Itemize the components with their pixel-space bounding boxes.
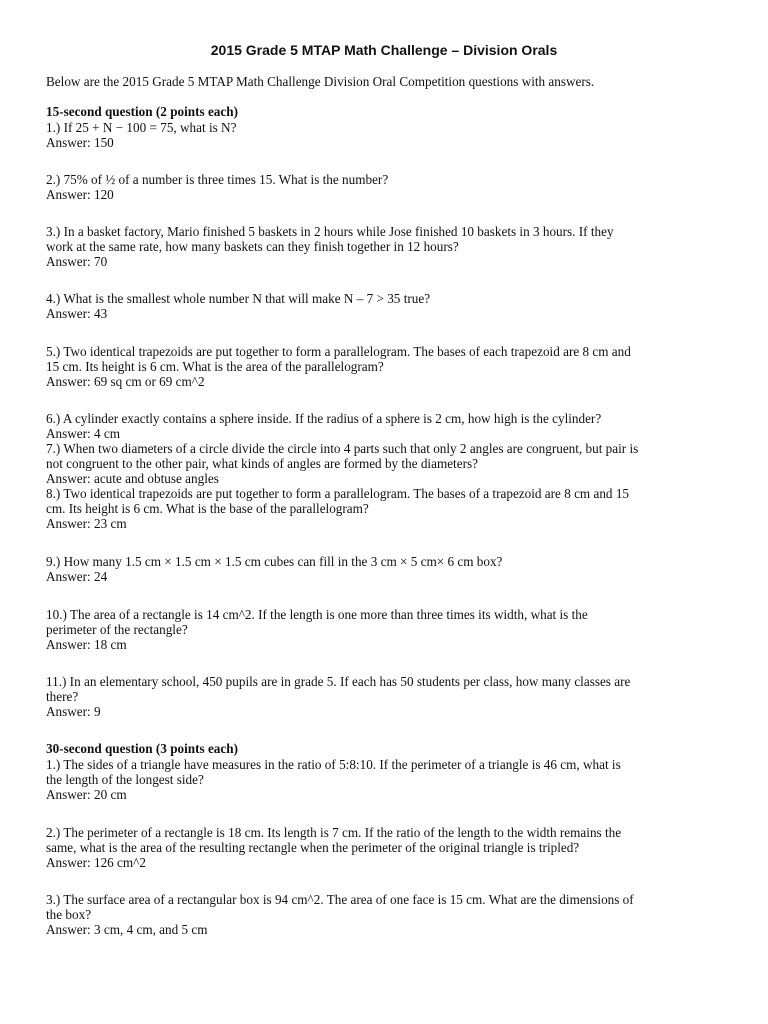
answer-text: Answer: 120 bbox=[46, 187, 114, 202]
question-text: 1.) The sides of a triangle have measures in the ratio of 5:8:10. If the perimeter of a triangle is 46 cm, what is bbox=[46, 757, 621, 772]
question-text: perimeter of the rectangle? bbox=[46, 622, 188, 637]
question-text: 2.) 75% of ½ of a number is three times 15. What is the number? bbox=[46, 172, 389, 187]
answer-text: Answer: 43 bbox=[46, 306, 108, 321]
question-text: 6.) A cylinder exactly contains a sphere inside. If the radius of a sphere is 2 cm, how high is the cylinder? bbox=[46, 411, 602, 426]
question-text: 3.) In a basket factory, Mario finished 5 baskets in 2 hours while Jose finished 10 baskets in 3 hours. If they bbox=[46, 224, 614, 239]
answer-text: Answer: 20 cm bbox=[46, 787, 127, 802]
answer-text: Answer: 24 bbox=[46, 569, 108, 584]
answer-text: Answer: 9 bbox=[46, 704, 101, 719]
section-heading-30-second: 30-second question (3 points each) bbox=[46, 741, 238, 756]
intro-text: Below are the 2015 Grade 5 MTAP Math Challenge Division Oral Competition questions with answers. bbox=[46, 74, 595, 89]
question-text: the box? bbox=[46, 907, 92, 922]
document-title: 2015 Grade 5 MTAP Math Challenge – Division Orals bbox=[210, 42, 558, 58]
section-heading-15-second: 15-second question (2 points each) bbox=[46, 104, 238, 119]
question-text: cm. Its height is 6 cm. What is the base of the parallelogram? bbox=[46, 501, 369, 516]
question-text: work at the same rate, how many baskets can they finish together in 12 hours? bbox=[46, 239, 459, 254]
answer-text: Answer: 150 bbox=[46, 135, 114, 150]
answer-text: Answer: 4 cm bbox=[46, 426, 120, 441]
answer-text: Answer: 18 cm bbox=[46, 637, 127, 652]
answer-text: Answer: 126 cm^2 bbox=[46, 855, 146, 870]
question-text: 9.) How many 1.5 cm × 1.5 cm × 1.5 cm cubes can fill in the 3 cm × 5 cm× 6 cm box? bbox=[46, 554, 503, 569]
question-text: 3.) The surface area of a rectangular box is 94 cm^2. The area of one face is 15 cm. What are the dimensions of bbox=[46, 892, 634, 907]
question-text: 10.) The area of a rectangle is 14 cm^2. If the length is one more than three times its width, what is the bbox=[46, 607, 588, 622]
question-text: 5.) Two identical trapezoids are put together to form a parallelogram. The bases of each trapezoid are 8 cm and bbox=[46, 344, 631, 359]
question-text: there? bbox=[46, 689, 79, 704]
question-text: 2.) The perimeter of a rectangle is 18 cm. Its length is 7 cm. If the ratio of the length to the width remains the bbox=[46, 825, 622, 840]
answer-text: Answer: 23 cm bbox=[46, 516, 127, 531]
answer-text: Answer: 3 cm, 4 cm, and 5 cm bbox=[46, 922, 208, 937]
question-text: 8.) Two identical trapezoids are put together to form a parallelogram. The bases of a trapezoid are 8 cm and 15 bbox=[46, 486, 630, 501]
question-text: 11.) In an elementary school, 450 pupils are in grade 5. If each has 50 students per class, how many classes are bbox=[46, 674, 631, 689]
answer-text: Answer: 70 bbox=[46, 254, 108, 269]
question-text: 7.) When two diameters of a circle divide the circle into 4 parts such that only 2 angles are congruent, but pair is bbox=[46, 441, 639, 456]
question-text: 15 cm. Its height is 6 cm. What is the area of the parallelogram? bbox=[46, 359, 384, 374]
answer-text: Answer: 69 sq cm or 69 cm^2 bbox=[46, 374, 205, 389]
question-text: 1.) If 25 + N − 100 = 75, what is N? bbox=[46, 120, 237, 135]
question-text: same, what is the area of the resulting rectangle when the perimeter of the original triangle is tripled? bbox=[46, 840, 580, 855]
question-text: not congruent to the other pair, what kinds of angles are formed by the diameters? bbox=[46, 456, 478, 471]
question-text: 4.) What is the smallest whole number N that will make N – 7 > 35 true? bbox=[46, 291, 431, 306]
answer-text: Answer: acute and obtuse angles bbox=[46, 471, 219, 486]
question-text: the length of the longest side? bbox=[46, 772, 204, 787]
